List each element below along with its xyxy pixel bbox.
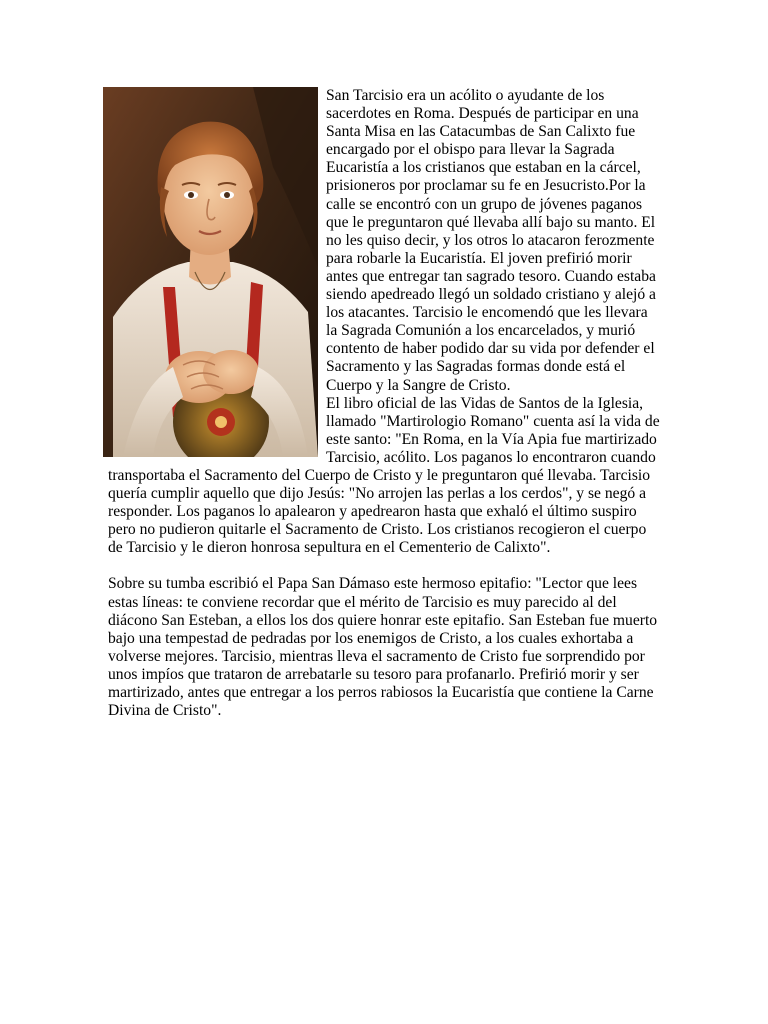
paragraph-2: El libro oficial de las Vidas de Santos de la Iglesia, llamado "Martirologio Romano" cuenta así la vida de este santo: "En Roma, en la Vía Apia fue martirizado Tarcisio, acólito. Los paganos lo encontraron cuando transportaba el Sacramento del Cuerpo de Cristo y le preguntaron qué llevaba. Tarcisio quería cumplir aquello que dijo Jesús: "No arrojen las perlas a los cerdos", y se negó a responder. Los paganos lo apalearon y apedrearon hasta que exhaló el último suspiro pero no pudieron quitarle el Sacramento de Cristo. Los cristianos recogieron el cuerpo de Tarcisio y le dieron honrosa sepultura en el Cementerio de Calixto". bbox=[108, 394, 660, 557]
paragraph-1: San Tarcisio era un acólito o ayudante de los sacerdotes en Roma. Después de participar en una Santa Misa en las Catacumbas de San Calixto fue encargado por el obispo para llevar la Sagrada Eucaristía a los cristianos que estaban en la cárcel, prisioneros por proclamar su fe en Jesucristo.Por la calle se encontró con un grupo de jóvenes paganos que le preguntaron qué llevaba allí bajo su manto. El no les quiso decir, y los otros lo atacaron ferozmente para robarle la Eucaristía. El joven prefirió morir antes que entregar tan sagrado tesoro. Cuando estaba siendo apedreado llegó un soldado cristiano y alejó a los atacantes. Tarcisio le encomendó que les llevara la Sagrada Comunión a los encarcelados, y murió contento de haber podido dar su vida por defender el Sacramento y las Sagradas formas donde está el Cuerpo y la Sangre de Cristo. bbox=[326, 87, 656, 394]
paragraph-3: Sobre su tumba escribió el Papa San Dámaso este hermoso epitafio: "Lector que lees estas líneas: te conviene recordar que el mérito de Tarcisio es muy parecido al del diácono San Esteban, a ellos los dos quiere honrar este epitafio. San Esteban fue muerto bajo una tempestad de pedradas por los enemigos de Cristo, a los cuales exhortaba a volverse mejores. Tarcisio, mientras lleva el sacramento de Cristo fue sorprendido por unos impíos que trataron de arrebatarle su tesoro para profanarlo. Prefirió morir y ser martirizado, antes que entregar a los perros rabiosos la Eucaristía que contiene la Carne Divina de Cristo". bbox=[108, 575, 658, 720]
portrait-illustration bbox=[103, 87, 318, 457]
document-body bbox=[108, 87, 660, 720]
saint-portrait-image bbox=[103, 87, 318, 457]
